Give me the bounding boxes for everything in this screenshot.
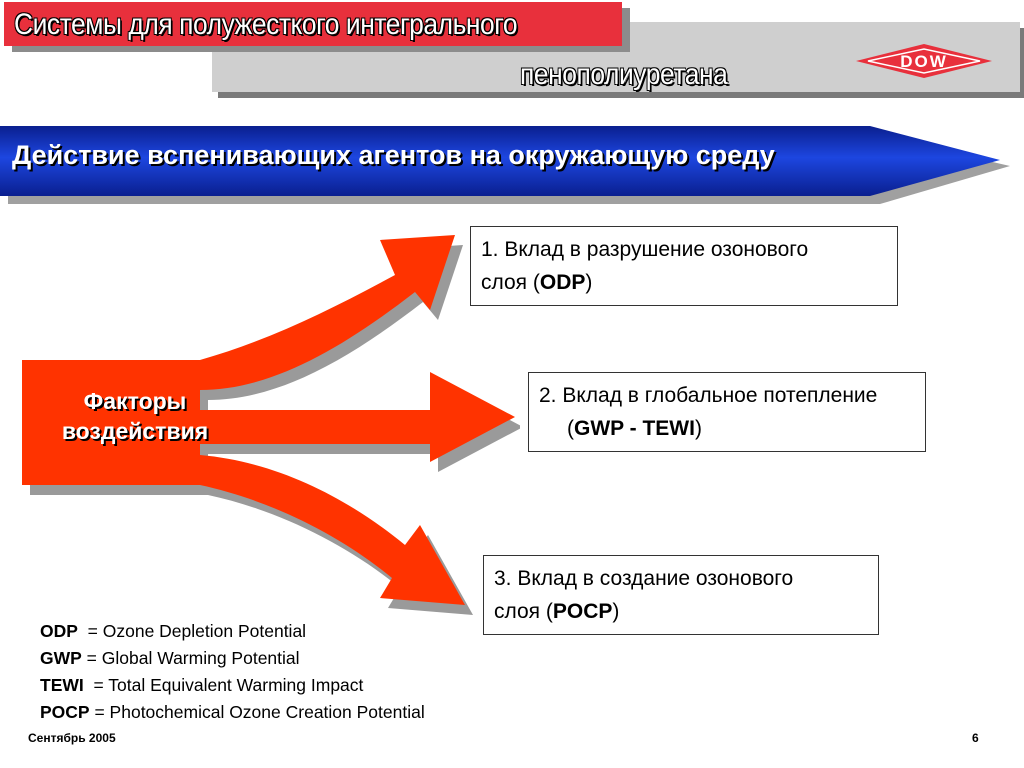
legend-row-tewi — [40, 672, 425, 699]
legend-abbr: GWP — [40, 648, 82, 668]
impact-box-prefix: ( — [567, 417, 574, 440]
impact-box-abbr: ODP — [539, 271, 586, 294]
legend-row-gwp — [40, 645, 425, 672]
impact-box-suffix: ) — [585, 271, 593, 294]
factors-line-2: воздействия — [61, 418, 209, 444]
dow-logo-text: DOW — [900, 52, 948, 71]
impact-box-gwp — [528, 372, 926, 452]
legend-row-pocp — [40, 699, 425, 726]
impact-box-suffix: ) — [612, 600, 620, 623]
impact-box-title: 2. Вклад в глобальное потепление — [539, 384, 878, 407]
factors-line-1: Факторы — [83, 388, 187, 414]
impact-box-abbr: POCP — [552, 600, 613, 623]
factors-label — [40, 386, 230, 446]
legend-row-odp — [40, 618, 425, 645]
legend-abbr: TEWI — [40, 675, 84, 695]
title-line-2: пенополиуретана — [520, 58, 728, 91]
impact-box-prefix: слоя ( — [494, 600, 553, 623]
impact-box-odp — [470, 226, 898, 306]
page-number: 6 — [972, 731, 979, 745]
impact-box-prefix: слоя ( — [481, 271, 540, 294]
impact-box-pocp — [483, 555, 879, 635]
legend-definition: = Ozone Depletion Potential — [77, 621, 307, 641]
title-bar-red — [4, 2, 622, 46]
impact-box-title: 1. Вклад в разрушение озонового — [481, 238, 809, 261]
title-line-1: Системы для полужесткого интегрального — [14, 8, 518, 41]
impact-box-line-2 — [481, 266, 887, 299]
topic-banner-text: Действие вспенивающих агентов на окружающую среду — [12, 140, 775, 170]
impact-box-line-2 — [494, 595, 868, 628]
legend-definition: = Global Warming Potential — [81, 648, 300, 668]
legend-definition: = Total Equivalent Warming Impact — [83, 675, 364, 695]
impact-box-abbr: GWP - TEWI — [574, 417, 695, 440]
impact-box-line-2 — [539, 412, 915, 445]
footer-date: Сентябрь 2005 — [28, 731, 116, 745]
legend-abbr: POCP — [40, 702, 90, 722]
legend-definition: = Photochemical Ozone Creation Potential — [89, 702, 425, 722]
impact-box-title: 3. Вклад в создание озонового — [494, 567, 794, 590]
impact-box-suffix: ) — [694, 417, 702, 440]
dow-logo — [856, 44, 992, 78]
abbreviation-legend — [40, 618, 425, 726]
legend-abbr: ODP — [40, 621, 78, 641]
